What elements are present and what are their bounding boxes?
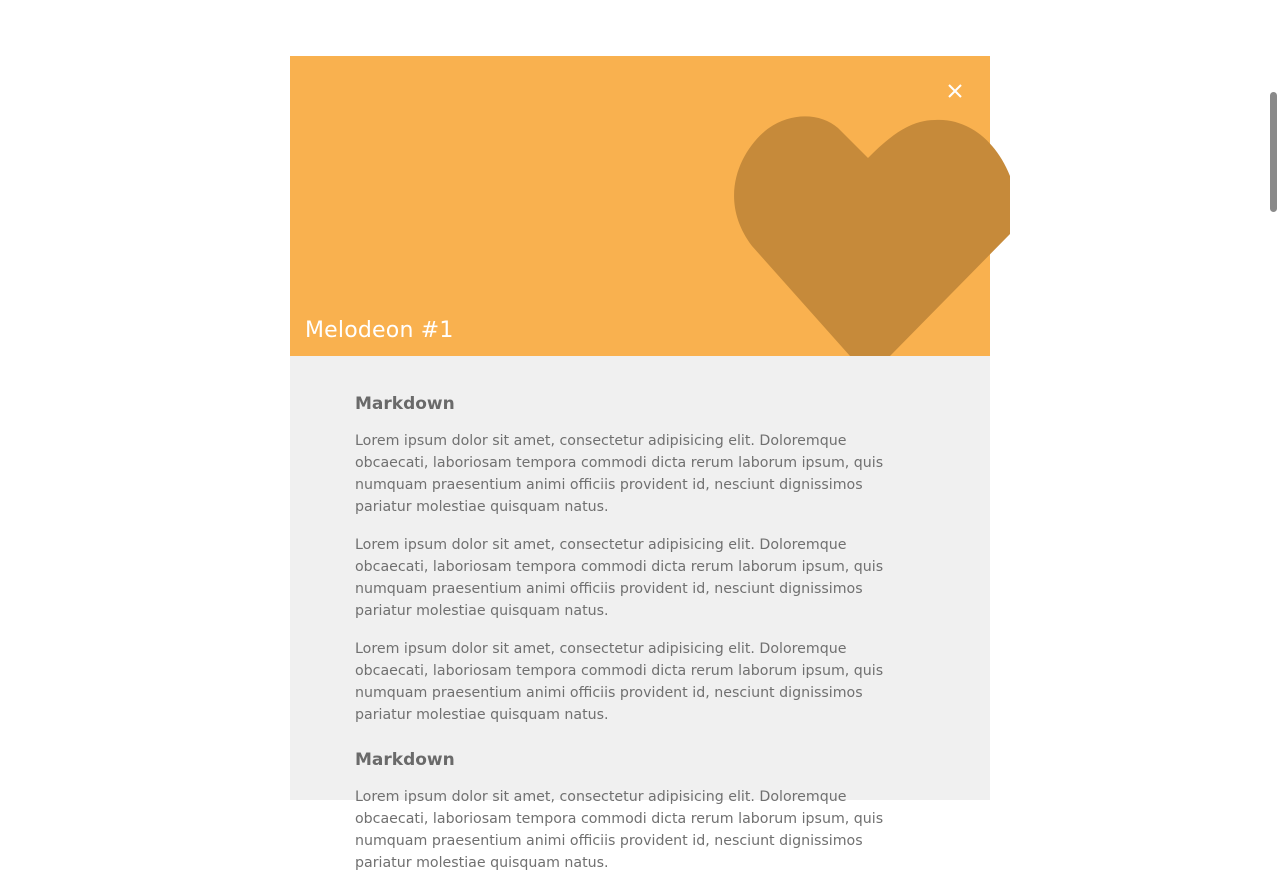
close-icon	[944, 80, 966, 102]
modal-title: Melodeon #1	[305, 318, 454, 343]
heart-icon	[290, 56, 990, 356]
modal-content	[290, 356, 990, 874]
section-heading: Markdown	[355, 750, 455, 770]
modal-dialog	[290, 56, 990, 871]
paragraph: Lorem ipsum dolor sit amet, consectetur adipisicing elit. Doloremque obcaecati, laboriosam tempora commodi dicta rerum laborum ipsum, quis numquam praesentium animi officiis provident id, nesciunt dignissimos pariatur molestiae quisquam natus.	[355, 433, 884, 515]
paragraph: Lorem ipsum dolor sit amet, consectetur adipisicing elit. Doloremque obcaecati, laboriosam tempora commodi dicta rerum laborum ipsum, quis numquam praesentium animi officiis provident id, nesciunt dignissimos pariatur molestiae quisquam natus.	[355, 537, 884, 619]
paragraph: Lorem ipsum dolor sit amet, consectetur adipisicing elit. Doloremque obcaecati, laboriosam tempora commodi dicta rerum laborum ipsum, quis numquam praesentium animi officiis provident id, nesciunt dignissimos pariatur molestiae quisquam natus.	[355, 641, 884, 723]
modal-hero	[290, 56, 990, 356]
close-button[interactable]	[944, 80, 966, 102]
section-heading: Markdown	[355, 394, 455, 414]
page-scrollbar[interactable]	[1266, 0, 1280, 800]
paragraph: Lorem ipsum dolor sit amet, consectetur adipisicing elit. Doloremque obcaecati, laboriosam tempora commodi dicta rerum laborum ipsum, quis numquam praesentium animi officiis provident id, nesciunt dignissimos pariatur molestiae quisquam natus.	[355, 789, 884, 871]
scrollbar-thumb[interactable]	[1270, 92, 1277, 212]
